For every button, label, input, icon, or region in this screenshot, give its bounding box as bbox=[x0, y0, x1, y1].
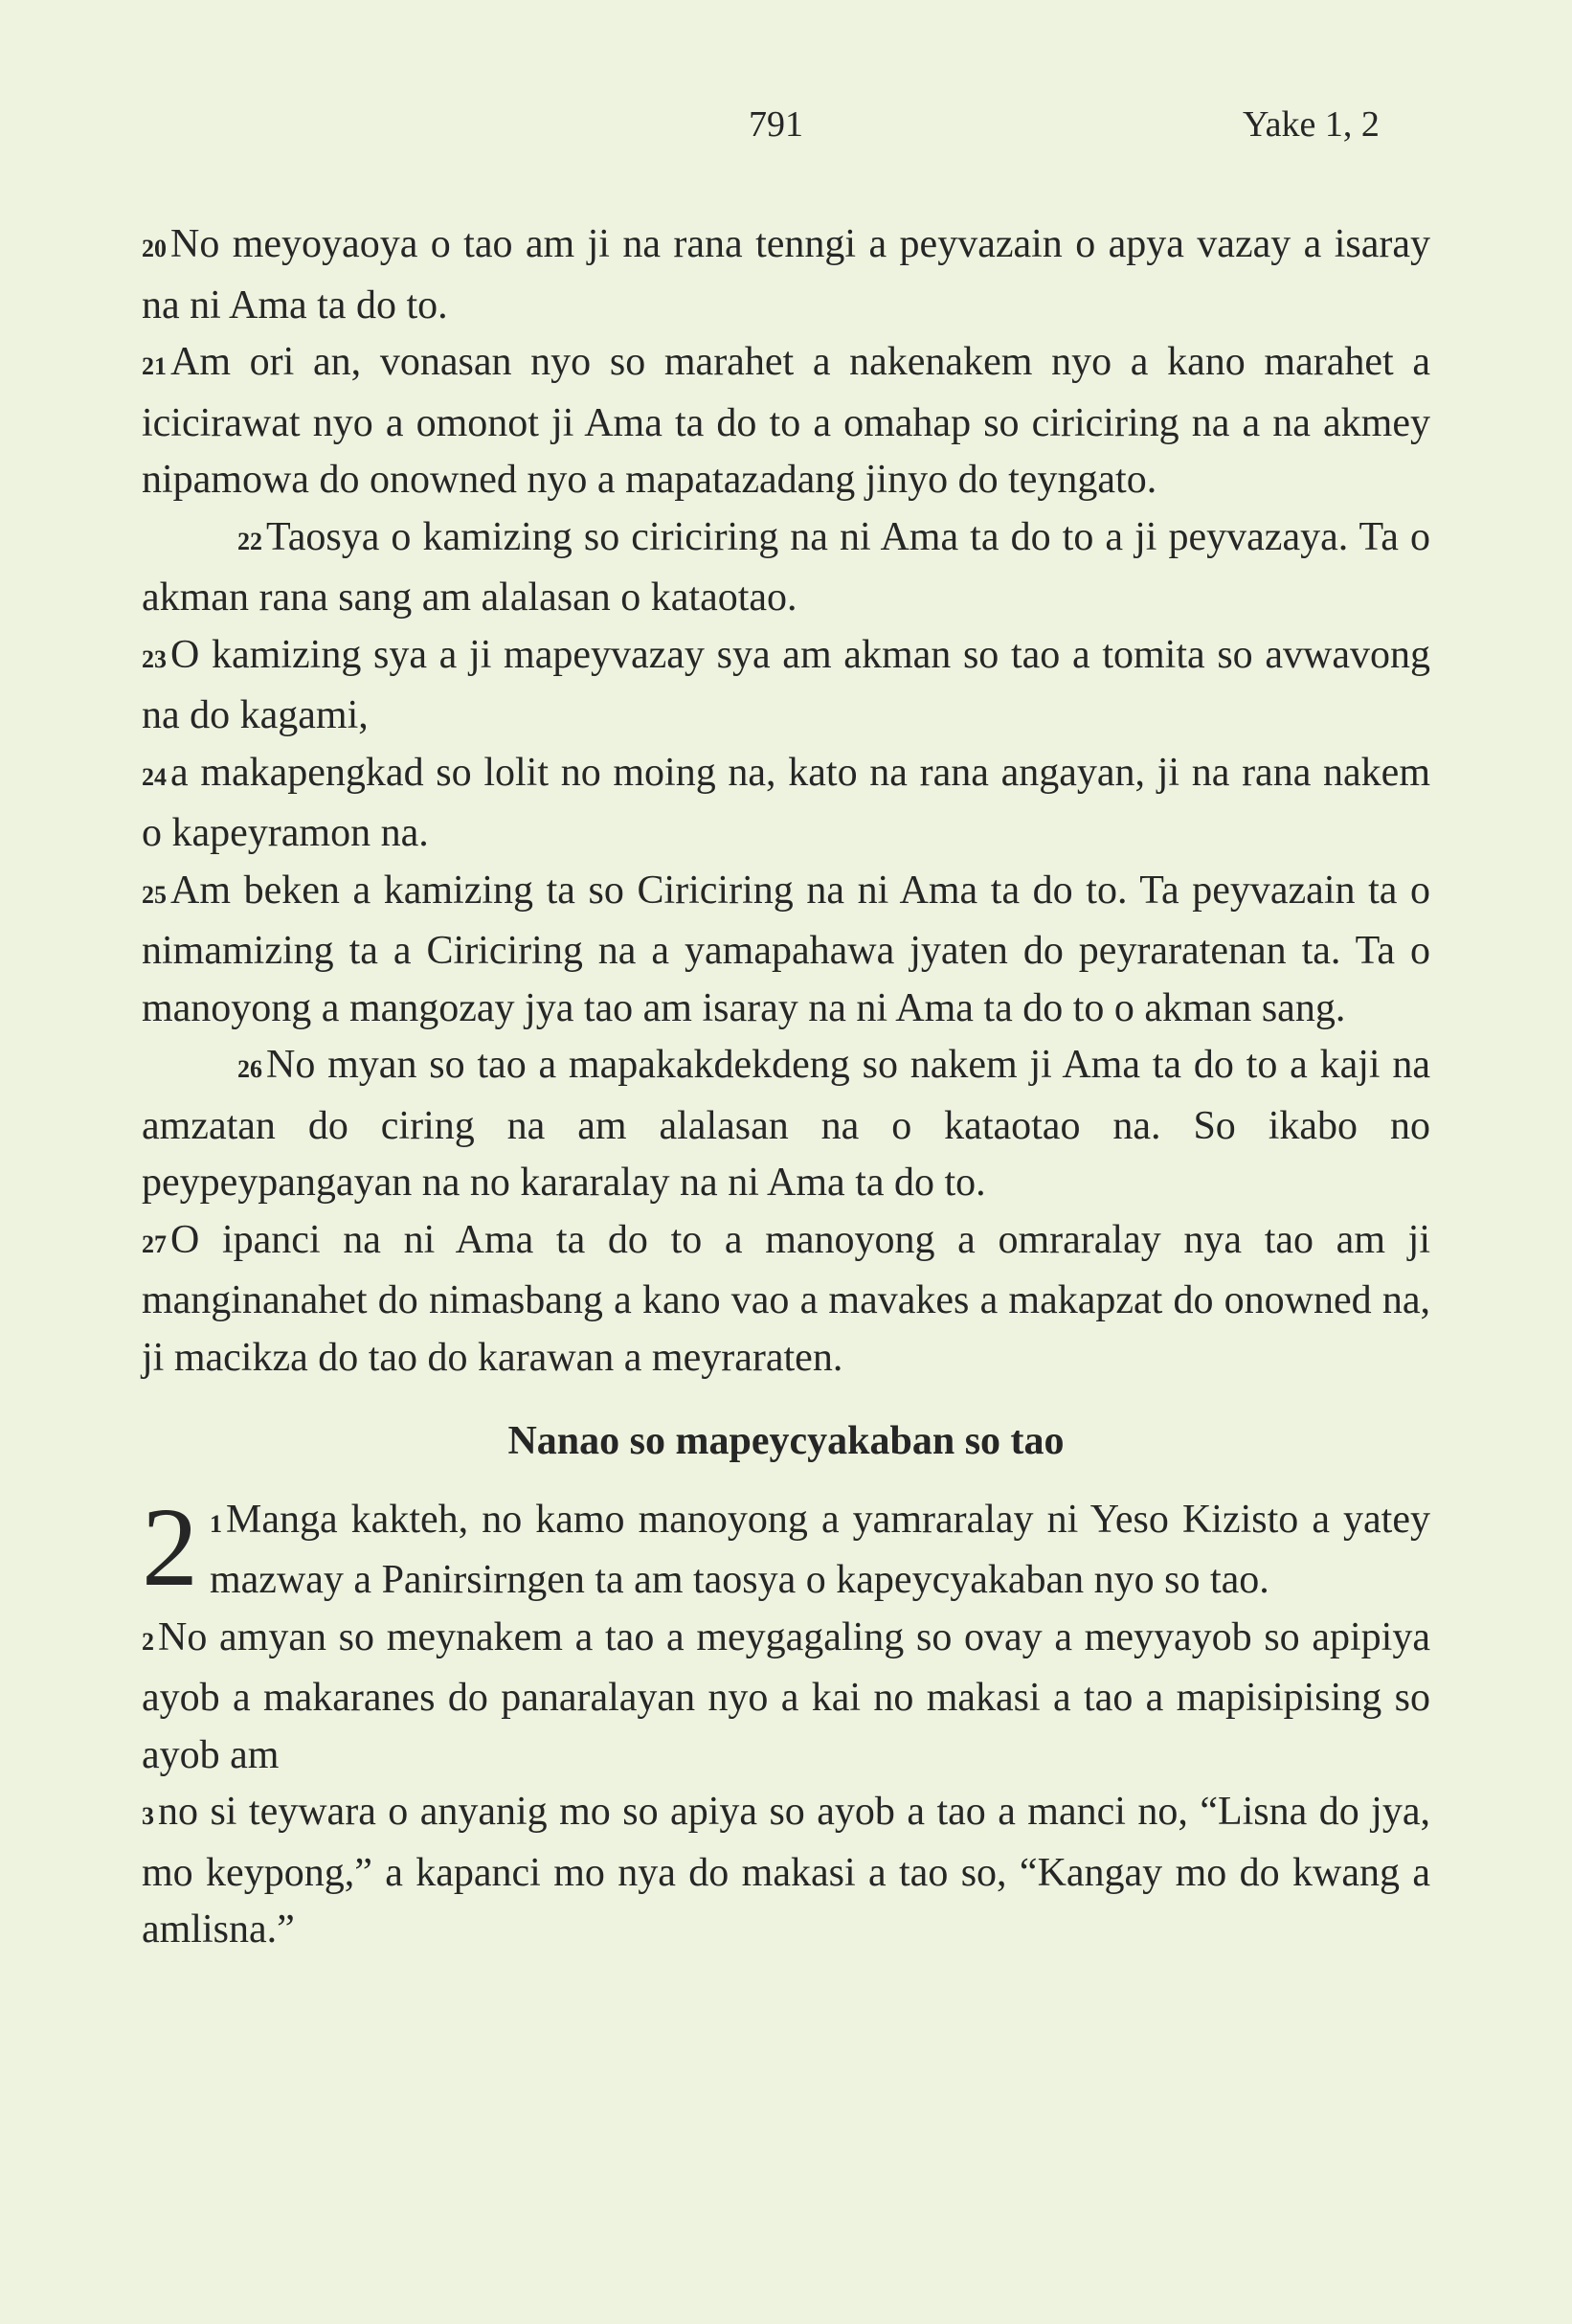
verse-23 bbox=[142, 627, 1430, 745]
verse-24 bbox=[142, 745, 1430, 863]
verse-text: No myan so tao a mapakakdekdeng so nakem ji Ama ta do to a kaji na amzatan do ciring na am alalasan na o kataotao na. So ikabo no peypeypangayan na no kararalay na ni Ama ta do to. bbox=[142, 1043, 1430, 1205]
verse-21 bbox=[142, 334, 1430, 509]
verse-2-3 bbox=[142, 1784, 1430, 1959]
verse-25 bbox=[142, 863, 1430, 1038]
verse-text: Taosya o kamizing so ciriciring na ni Ama ta do to a ji peyvazaya. Ta o akman rana sang am alalasan o kataotao. bbox=[142, 514, 1430, 620]
scripture-text bbox=[142, 216, 1430, 1959]
verse-number: 25 bbox=[142, 880, 167, 909]
verse-number: 23 bbox=[142, 644, 167, 673]
verse-22 bbox=[142, 509, 1430, 627]
verse-text: Am ori an, vonasan nyo so marahet a nakenakem nyo a kano marahet a icicirawat nyo a omonot ji Ama ta do to a omahap so ciriciring na a na akmey nipamowa do onowned nyo a mapatazadang jinyo do teyngato. bbox=[142, 340, 1430, 502]
verse-text: Am beken a kamizing ta so Ciriciring na ni Ama ta do to. Ta peyvazain ta o nimamizing ta a Ciriciring na a yamapahawa jyaten do peyraratenan ta. Ta o manoyong a mangozay jya tao am isaray na ni Ama ta do to o akman sang. bbox=[142, 868, 1430, 1030]
verse-number: 3 bbox=[142, 1802, 154, 1830]
verse-text: No meyoyaoya o tao am ji na rana tenngi a peyvazain o apya vazay a isaray na ni Ama ta do to. bbox=[142, 222, 1430, 327]
chapter-reference: Yake 1, 2 bbox=[1243, 104, 1380, 145]
verse-2-2 bbox=[142, 1610, 1430, 1785]
verse-number: 24 bbox=[142, 762, 167, 791]
verse-number: 27 bbox=[142, 1230, 167, 1258]
verse-20 bbox=[142, 216, 1430, 334]
verse-text: Manga kakteh, no kamo manoyong a yamraralay ni Yeso Kizisto a yatey mazway a Panirsirngen ta am taosya o kapeycyakaban nyo so tao. bbox=[210, 1497, 1430, 1602]
verse-text: no si teywara o anyanig mo so apiya so ayob a tao a manci no, “Lisna do jya, mo keypong,” a kapanci mo nya do makasi a tao so, “Kangay mo do kwang a amlisna.” bbox=[142, 1790, 1430, 1952]
verse-text: No amyan so meynakem a tao a meygagaling so ovay a meyyayob so apipiya ayob a makaranes do panaralayan nyo a kai no makasi a tao a mapisipising so ayob am bbox=[142, 1614, 1430, 1777]
verse-number: 22 bbox=[237, 527, 262, 555]
verse-27 bbox=[142, 1212, 1430, 1388]
verse-number: 20 bbox=[142, 235, 167, 262]
verse-text: O kamizing sya a ji mapeyvazay sya am akman so tao a tomita so avwavong na do kagami, bbox=[142, 632, 1430, 737]
verse-text: O ipanci na ni Ama ta do to a manoyong a omraralay nya tao am ji manginanahet do nimasbang a kano vao a mavakes a makapzat do onowned na, ji macikza do tao do karawan a meyraraten. bbox=[142, 1217, 1430, 1380]
verse-2-1 bbox=[142, 1483, 1430, 1610]
verse-number: 1 bbox=[210, 1509, 222, 1538]
verse-number: 26 bbox=[237, 1055, 262, 1083]
verse-text: a makapengkad so lolit no moing na, kato na rana angayan, ji na rana nakem o kapeyramon na. bbox=[142, 750, 1430, 855]
section-heading: Nanao so mapeycyakaban so tao bbox=[507, 1419, 1065, 1463]
verse-26 bbox=[142, 1037, 1430, 1212]
chapter-number: 2 bbox=[142, 1483, 198, 1610]
verse-number: 21 bbox=[142, 352, 167, 380]
verse-number: 2 bbox=[142, 1627, 154, 1656]
page-number: 791 bbox=[749, 104, 803, 145]
